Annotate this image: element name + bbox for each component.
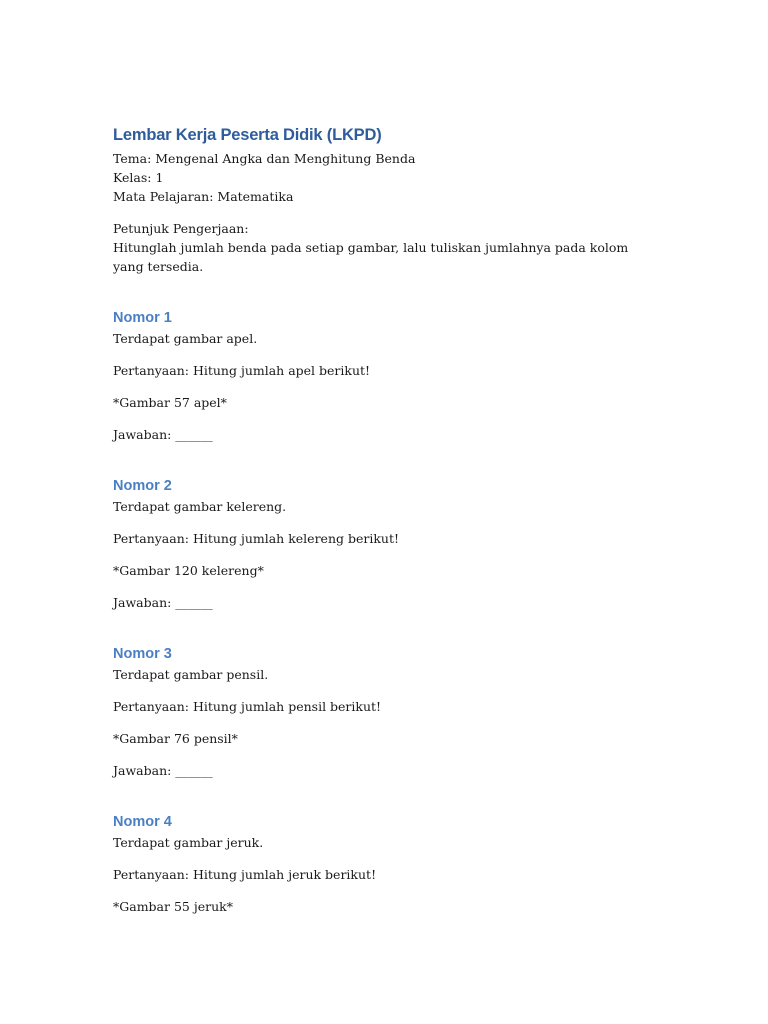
question-heading: Nomor 3 — [113, 646, 172, 662]
document-title: Lembar Kerja Peserta Didik (LKPD) — [113, 126, 382, 144]
tema-line: Tema: Mengenal Angka dan Menghitung Benda — [113, 151, 416, 166]
question-1 — [113, 308, 653, 444]
question-prompt: Pertanyaan: Hitung jumlah jeruk berikut! — [113, 867, 377, 882]
answer-line: Jawaban: ______ — [113, 595, 213, 610]
instructions-label: Petunjuk Pengerjaan: — [113, 221, 249, 236]
question-prompt: Pertanyaan: Hitung jumlah pensil berikut! — [113, 699, 382, 714]
mapel-line: Mata Pelajaran: Matematika — [113, 189, 294, 204]
question-heading: Nomor 2 — [113, 478, 172, 494]
question-description: Terdapat gambar jeruk. — [113, 835, 264, 850]
question-4 — [113, 812, 653, 916]
answer-line: Jawaban: ______ — [113, 427, 213, 442]
instructions-text: Hitunglah jumlah benda pada setiap gambar, lalu tuliskan jumlahnya pada kolom yang tersedia. — [113, 240, 629, 274]
document-page — [113, 124, 653, 916]
question-description: Terdapat gambar apel. — [113, 331, 258, 346]
image-note: *Gambar 57 apel* — [113, 395, 227, 410]
answer-line: Jawaban: ______ — [113, 763, 213, 778]
question-heading: Nomor 4 — [113, 814, 172, 830]
question-prompt: Pertanyaan: Hitung jumlah apel berikut! — [113, 363, 371, 378]
question-description: Terdapat gambar pensil. — [113, 667, 269, 682]
image-note: *Gambar 76 pensil* — [113, 731, 238, 746]
question-3 — [113, 644, 653, 780]
instructions-block — [113, 219, 653, 276]
image-note: *Gambar 55 jeruk* — [113, 899, 233, 914]
image-note: *Gambar 120 kelereng* — [113, 563, 264, 578]
question-description: Terdapat gambar kelereng. — [113, 499, 287, 514]
question-prompt: Pertanyaan: Hitung jumlah kelereng berikut! — [113, 531, 400, 546]
question-2 — [113, 476, 653, 612]
question-heading: Nomor 1 — [113, 310, 172, 326]
kelas-line: Kelas: 1 — [113, 170, 164, 185]
